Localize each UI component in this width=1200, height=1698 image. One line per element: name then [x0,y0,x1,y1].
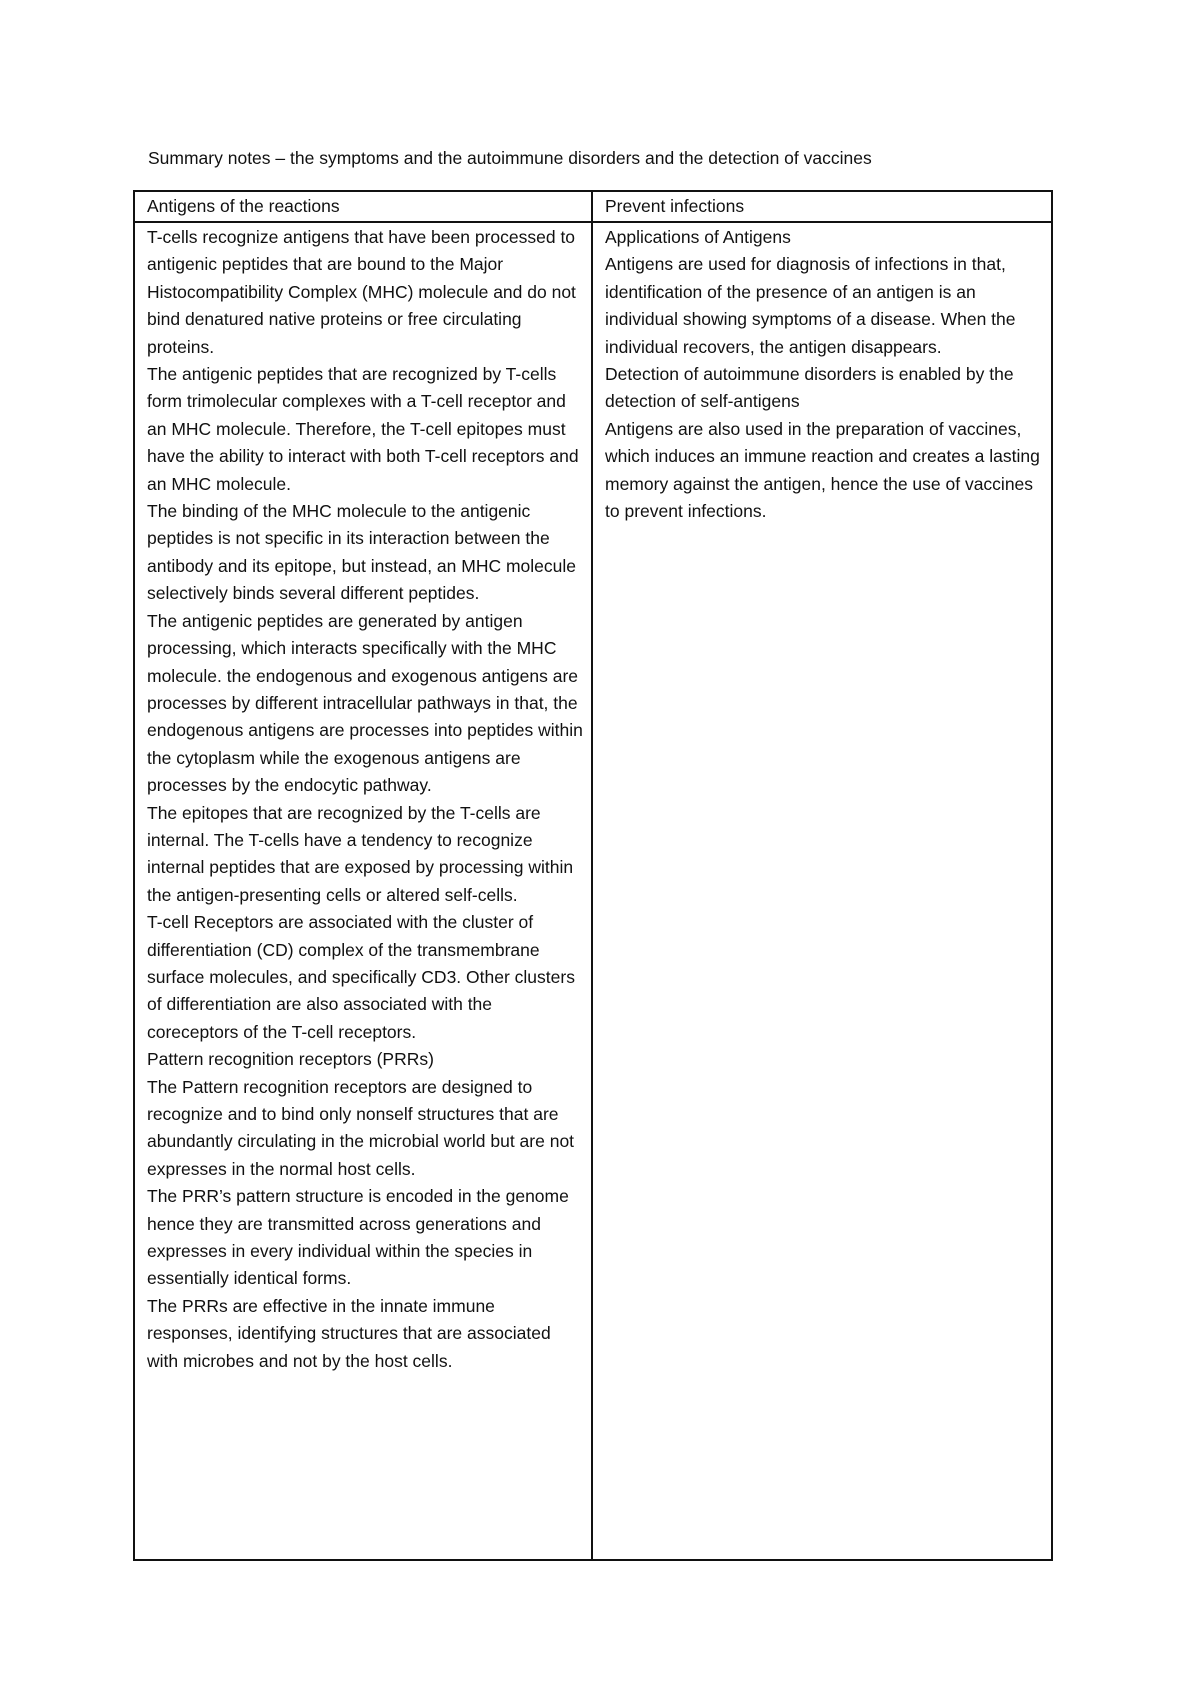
subheading-applications-of-antigens: Applications of Antigens [605,227,791,247]
notes-table [133,190,1053,1561]
header-antigens-of-the-reactions: Antigens of the reactions [134,191,592,222]
paragraph-trimolecular-complexes: The antigenic peptides that are recognized by T-cells form trimolecular complexes with a T-cell receptor and an MHC molecule. Therefore, the T-cell epitopes must have the ability to interact with both T-cell receptors and an MHC molecule. [147,364,579,494]
left-column-cell [134,222,592,1560]
paragraph-prr-nonself: The Pattern recognition receptors are designed to recognize and to bind only nonself structures that are abundantly circulating in the microbial world but are not expresses in the normal host cells. [147,1076,575,1179]
paragraph-prr-genome: The PRR’s pattern structure is encoded in the genome hence they are transmitted across generations and expresses in every individual within the species in essentially identical forms. [147,1186,569,1289]
table-header-row [134,191,1052,222]
paragraph-internal-epitopes: The epitopes that are recognized by the T-cells are internal. The T-cells have a tendency to recognize internal peptides that are exposed by processing within the antigen-presenting cells or altered self-cells. [147,802,574,905]
paragraph-diagnosis: Antigens are used for diagnosis of infections in that, identification of the presence of an antigen is an individual showing symptoms of a disease. When the individual recovers, the antigen disappears. [605,254,1016,357]
right-column-cell [592,222,1052,1560]
paragraph-mhc-selectivity: The binding of the MHC molecule to the antigenic peptides is not specific in its interaction between the antibody and its epitope, but instead, an MHC molecule selectively binds several different peptides. [147,501,577,604]
paragraph-cd-complex: T-cell Receptors are associated with the cluster of differentiation (CD) complex of the transmembrane surface molecules, and specifically CD3. Other clusters of differentiation are also associated with the coreceptors of the T-cell receptors. [147,912,575,1042]
paragraph-mhc-binding: T-cells recognize antigens that have been processed to antigenic peptides that are bound to the Major Histocompatibility Complex (MHC) molecule and do not bind denatured native proteins or free circulating proteins. [147,227,576,357]
paragraph-autoimmune-detection: Detection of autoimmune disorders is enabled by the detection of self-antigens [605,364,1014,412]
page-title: Summary notes – the symptoms and the autoimmune disorders and the detection of vaccines [148,148,872,168]
paragraph-vaccines: Antigens are also used in the preparation of vaccines, which induces an immune reaction and creates a lasting memory against the antigen, hence the use of vaccines to prevent infections. [605,418,1040,522]
subheading-pattern-recognition-receptors: Pattern recognition receptors (PRRs) [147,1049,434,1070]
paragraph-prr-innate: The PRRs are effective in the innate immune responses, identifying structures that are associated with microbes and not by the host cells. [147,1295,551,1371]
table-row [134,222,1052,1560]
header-prevent-infections: Prevent infections [592,191,1052,222]
paragraph-antigen-processing: The antigenic peptides are generated by antigen processing, which interacts specifically with the MHC molecule. the endogenous and exogenous antigens are processes by different intracellular pathways in that, the endogenous antigens are processes into peptides within the cytoplasm while the exogenous antigens are processes by the endocytic pathway. [147,610,583,796]
